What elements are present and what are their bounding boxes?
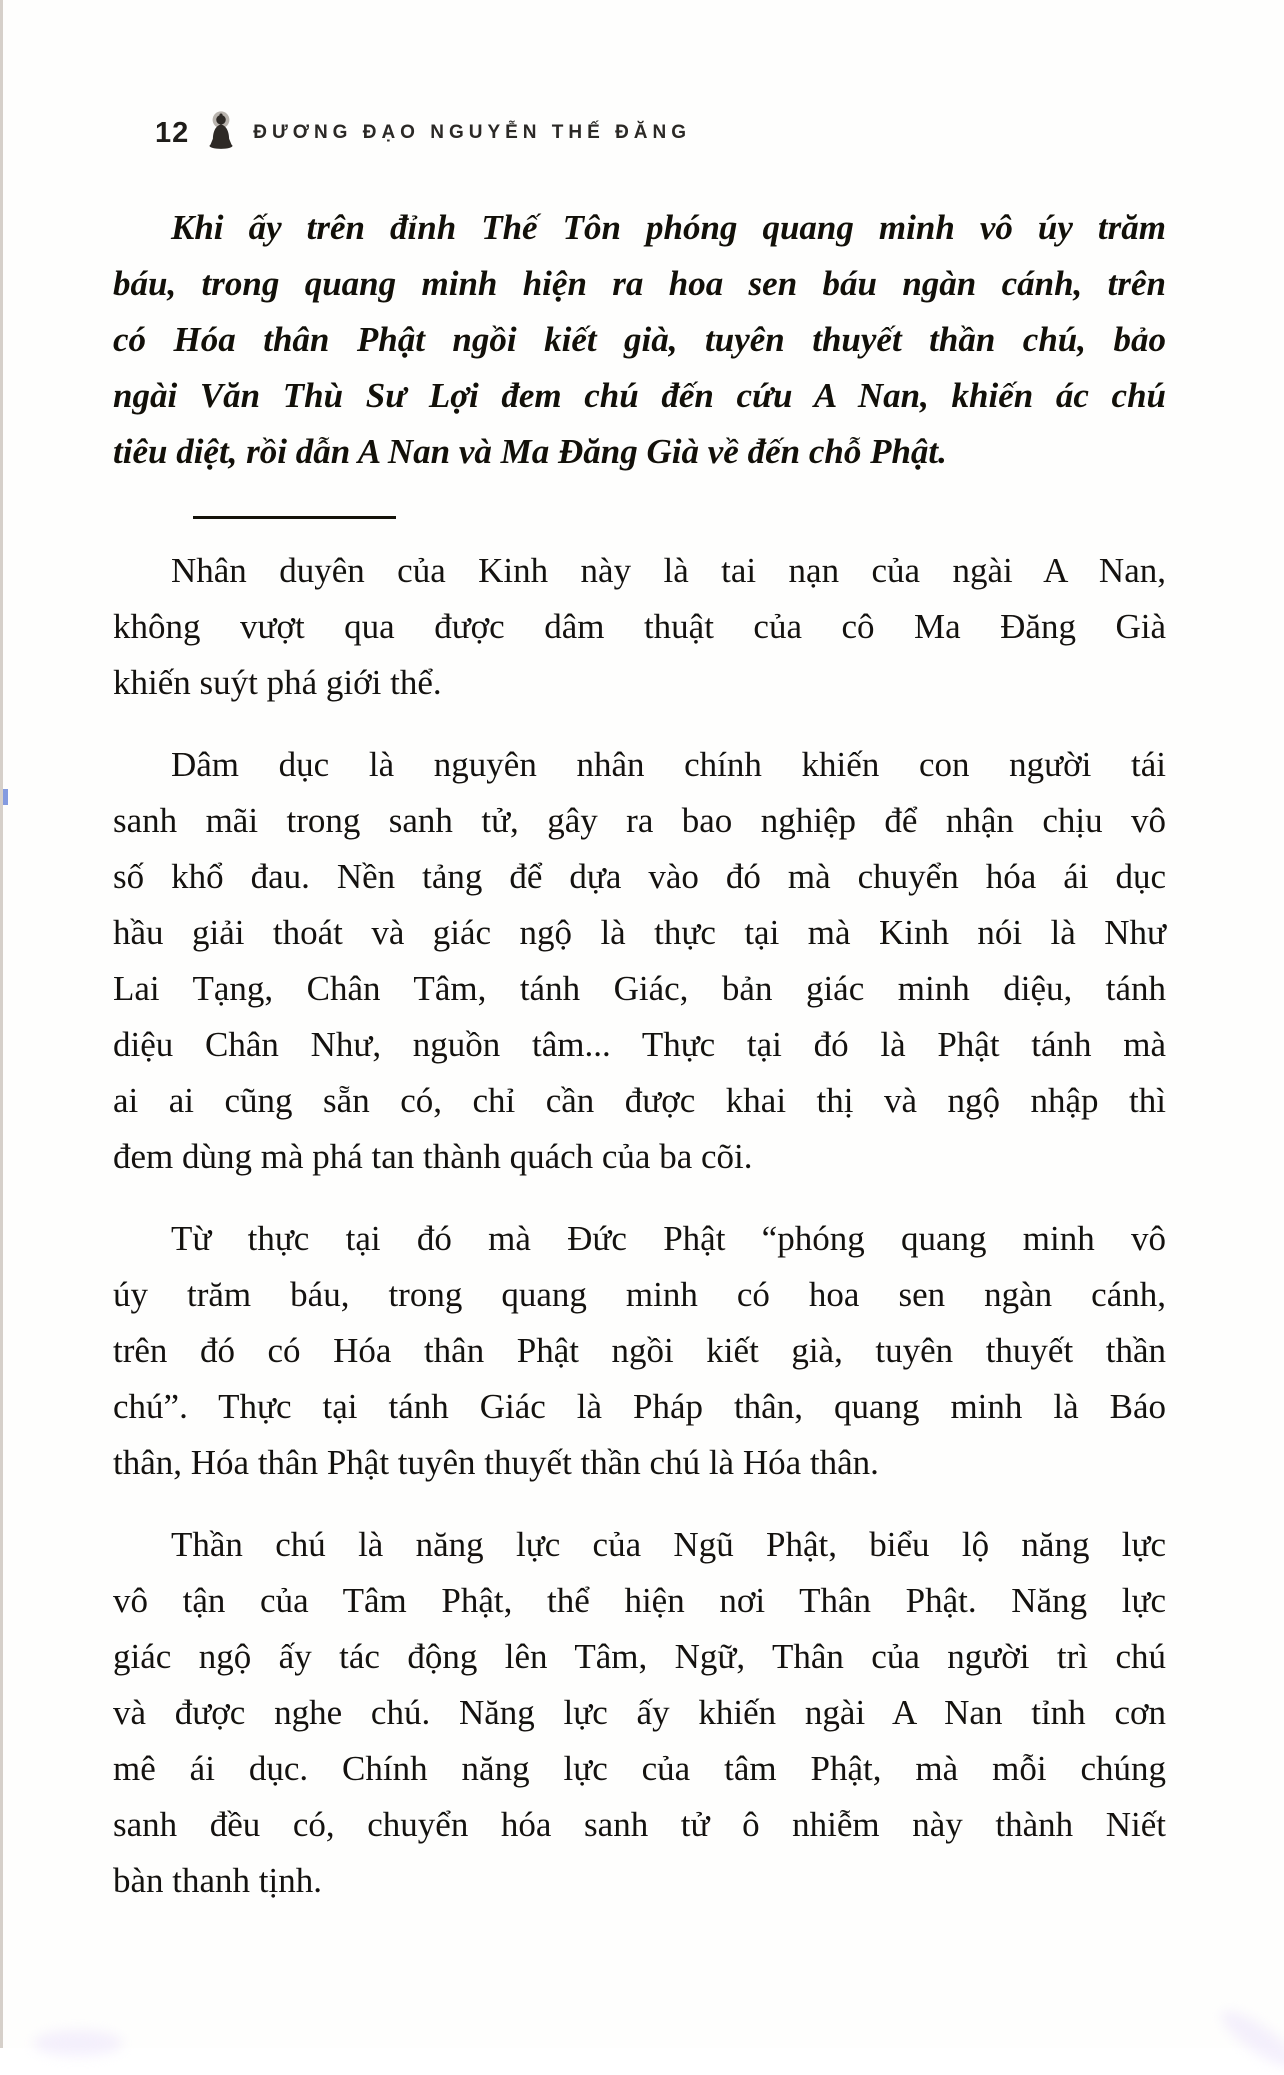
paragraph-body xyxy=(113,1517,1166,1909)
text-line: diệu Chân Như, nguồn tâm... Thực tại đó là Phật tánh mà xyxy=(113,1025,1166,1064)
text-line: ngài Văn Thù Sư Lợi đem chú đến cứu A Nan, khiến ác chú xyxy=(113,376,1166,415)
text-line: hầu giải thoát và giác ngộ là thực tại mà Kinh nói là Như xyxy=(113,913,1166,952)
text-line: sanh đều có, chuyển hóa sanh tử ô nhiễm này thành Niết xyxy=(113,1805,1166,1844)
text-line: Dâm dục là nguyên nhân chính khiến con người tái xyxy=(171,745,1166,784)
paragraph-sutra-quote xyxy=(113,200,1166,480)
scan-smudge-left xyxy=(33,2030,123,2056)
text-line: mê ái dục. Chính năng lực của tâm Phật, mà mỗi chúng xyxy=(113,1749,1166,1788)
page-header xyxy=(113,104,1166,148)
text-line: Nhân duyên của Kinh này là tai nạn của ngài A Nan, xyxy=(171,551,1166,590)
text-line: ai ai cũng sẵn có, chỉ cần được khai thị và ngộ nhập thì xyxy=(113,1081,1166,1120)
text-line: giác ngộ ấy tác động lên Tâm, Ngữ, Thân của người trì chú xyxy=(113,1637,1166,1676)
paragraph-body xyxy=(113,1211,1166,1491)
scan-smudge-right xyxy=(1215,2003,1284,2075)
text-line: bàn thanh tịnh. xyxy=(113,1861,322,1900)
text-line: tiêu diệt, rồi dẫn A Nan và Ma Đăng Già về đến chỗ Phật. xyxy=(113,432,947,471)
paragraph-body xyxy=(113,737,1166,1185)
text-line: Lai Tạng, Chân Tâm, tánh Giác, bản giác minh diệu, tánh xyxy=(113,969,1166,1008)
section-divider xyxy=(193,516,396,519)
text-line: trên đó có Hóa thân Phật ngồi kiết già, tuyên thuyết thần xyxy=(113,1331,1166,1370)
text-line: có Hóa thân Phật ngồi kiết già, tuyên thuyết thần chú, bảo xyxy=(113,320,1166,359)
paragraph-body xyxy=(113,543,1166,711)
text-line: không vượt qua được dâm thuật của cô Ma Đăng Già xyxy=(113,607,1166,646)
text-line: úy trăm báu, trong quang minh có hoa sen ngàn cánh, xyxy=(113,1275,1166,1314)
scan-artifact xyxy=(3,789,8,805)
text-line: khiến suýt phá giới thể. xyxy=(113,663,442,702)
text-line: số khổ đau. Nền tảng để dựa vào đó mà chuyển hóa ái dục xyxy=(113,857,1166,896)
page-number: 12 xyxy=(155,117,190,149)
text-line: vô tận của Tâm Phật, thể hiện nơi Thân Phật. Năng lực xyxy=(113,1581,1166,1620)
text-line: và được nghe chú. Năng lực ấy khiến ngài A Nan tỉnh cơn xyxy=(113,1693,1166,1732)
text-line: Thần chú là năng lực của Ngũ Phật, biểu lộ năng lực xyxy=(171,1525,1166,1564)
buddha-icon xyxy=(204,110,238,152)
text-line: Khi ấy trên đỉnh Thế Tôn phóng quang minh vô úy trăm xyxy=(171,208,1166,247)
page-content xyxy=(113,200,1166,1909)
running-head-title: ĐƯƠNG ĐẠO NGUYỄN THẾ ĐĂNG xyxy=(253,122,692,143)
text-line: báu, trong quang minh hiện ra hoa sen báu ngàn cánh, trên xyxy=(113,264,1166,303)
text-line: chú”. Thực tại tánh Giác là Pháp thân, quang minh là Báo xyxy=(113,1387,1166,1426)
text-line: sanh mãi trong sanh tử, gây ra bao nghiệp để nhận chịu vô xyxy=(113,801,1166,840)
text-line: đem dùng mà phá tan thành quách của ba cõi. xyxy=(113,1137,753,1176)
text-line: Từ thực tại đó mà Đức Phật “phóng quang minh vô xyxy=(171,1219,1166,1258)
text-line: thân, Hóa thân Phật tuyên thuyết thần chú là Hóa thân. xyxy=(113,1443,879,1482)
